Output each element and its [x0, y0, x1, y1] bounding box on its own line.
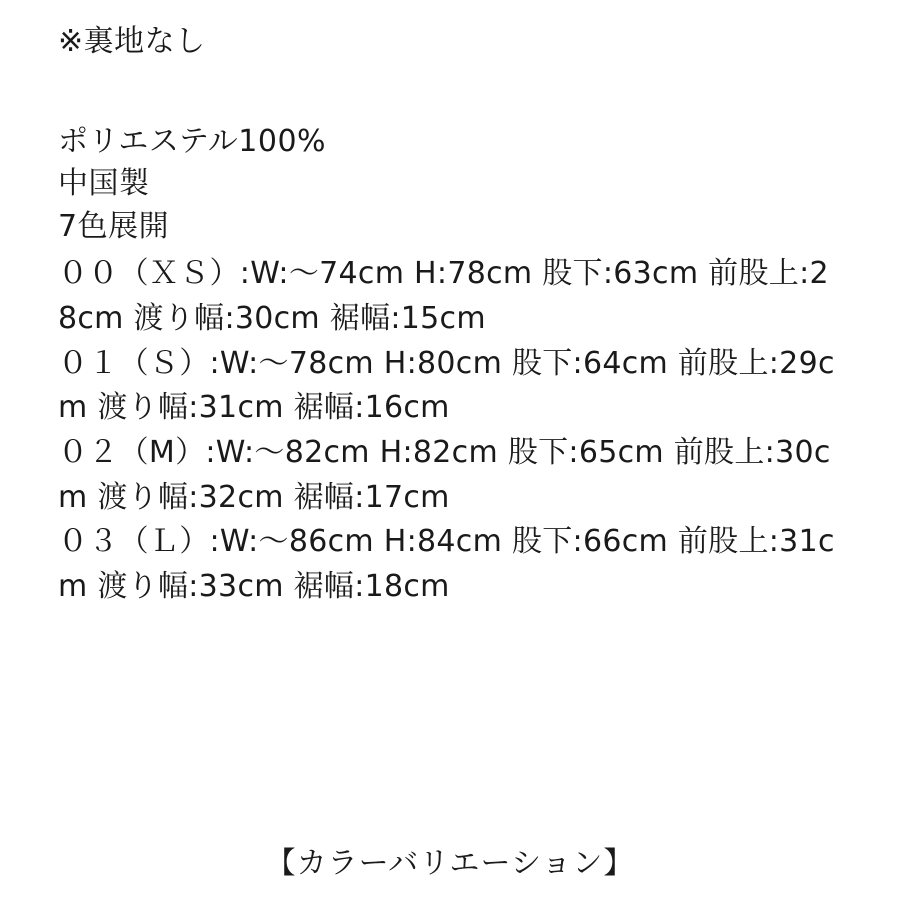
size-row: ０３（Ｌ）:W:〜86cm H:84cm 股下:66cm 前股上:31cm 渡り幅:33cm 裾幅:18cm: [58, 524, 835, 605]
size-chart-text: [58, 252, 842, 610]
size-row: ００（ＸＳ）:W:〜74cm H:78cm 股下:63cm 前股上:28cm 渡り幅:30cm 裾幅:15cm: [58, 256, 829, 336]
size-row: ０２（M）:W:〜82cm H:82cm 股下:65cm 前股上:30cm 渡り幅:32cm 裾幅:17cm: [58, 435, 831, 515]
color-count-line: 7色展開: [58, 208, 170, 244]
size-row: ０１（Ｓ）:W:〜78cm H:80cm 股下:64cm 前股上:29cm 渡り幅:31cm 裾幅:16cm: [58, 345, 835, 426]
origin-line: 中国製: [58, 166, 150, 202]
color-variation-heading: 【カラーバリエーション】: [265, 846, 635, 881]
spacer: [58, 63, 842, 121]
lining-note: ※裏地なし: [58, 24, 206, 59]
material-line: ポリエステル100%: [58, 123, 327, 159]
